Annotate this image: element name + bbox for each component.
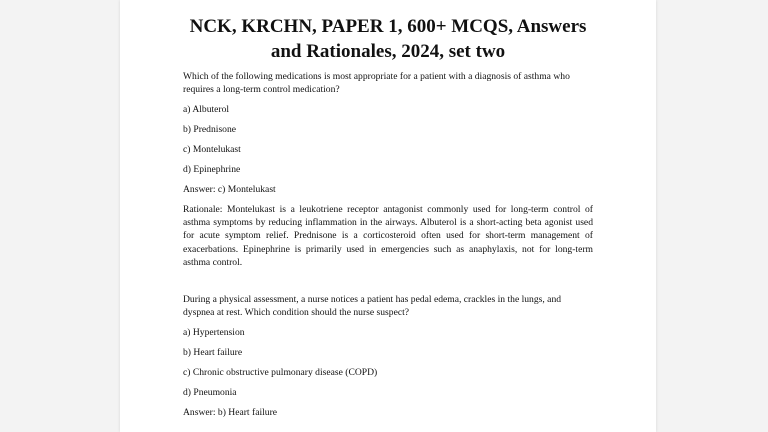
document-title: [183, 14, 593, 64]
title-line-2: and Rationales, 2024, set two: [270, 41, 506, 62]
question-1-option-c: c) Montelukast: [183, 144, 241, 155]
question-2-option-c: c) Chronic obstructive pulmonary disease (COPD): [183, 367, 378, 379]
question-separator: [183, 269, 593, 293]
question-1-option-d: d) Epinephrine: [183, 164, 241, 175]
document-page: [120, 0, 656, 432]
question-1-rationale: Rationale: Montelukast is a leukotriene receptor antagonist commonly used for long-term control of asthma symptoms by reducing inflammation in the airways. Albuterol is a short-acting beta agonist used for acute symptom relief. Prednisone is a corticosteroid often used for short-term management of exacerbations. Epinephrine is primarily used in emergencies such as anaphylaxis, not for long-term asthma control.: [183, 204, 593, 268]
question-2-option-a: a) Hypertension: [183, 327, 245, 339]
title-line-1: NCK, KRCHN, PAPER 1, 600+ MCQS, Answers: [189, 16, 587, 37]
question-1-option-b: b) Prednisone: [183, 124, 237, 135]
question-2-answer: Answer: b) Heart failure: [183, 407, 278, 419]
question-1-answer: Answer: c) Montelukast: [183, 184, 276, 195]
question-1-option-a: a) Albuterol: [183, 104, 230, 115]
question-2-option-d: d) Pneumonia: [183, 387, 237, 399]
question-2-option-b: b) Heart failure: [183, 347, 243, 359]
document-content: [183, 14, 593, 419]
question-2-text: During a physical assessment, a nurse notices a patient has pedal edema, crackles in the lungs, and dyspnea at rest. Which condition should the nurse suspect?: [183, 294, 562, 319]
question-1-text: Which of the following medications is most appropriate for a patient with a diagnosis of asthma who requires a long-term control medication?: [183, 71, 570, 95]
